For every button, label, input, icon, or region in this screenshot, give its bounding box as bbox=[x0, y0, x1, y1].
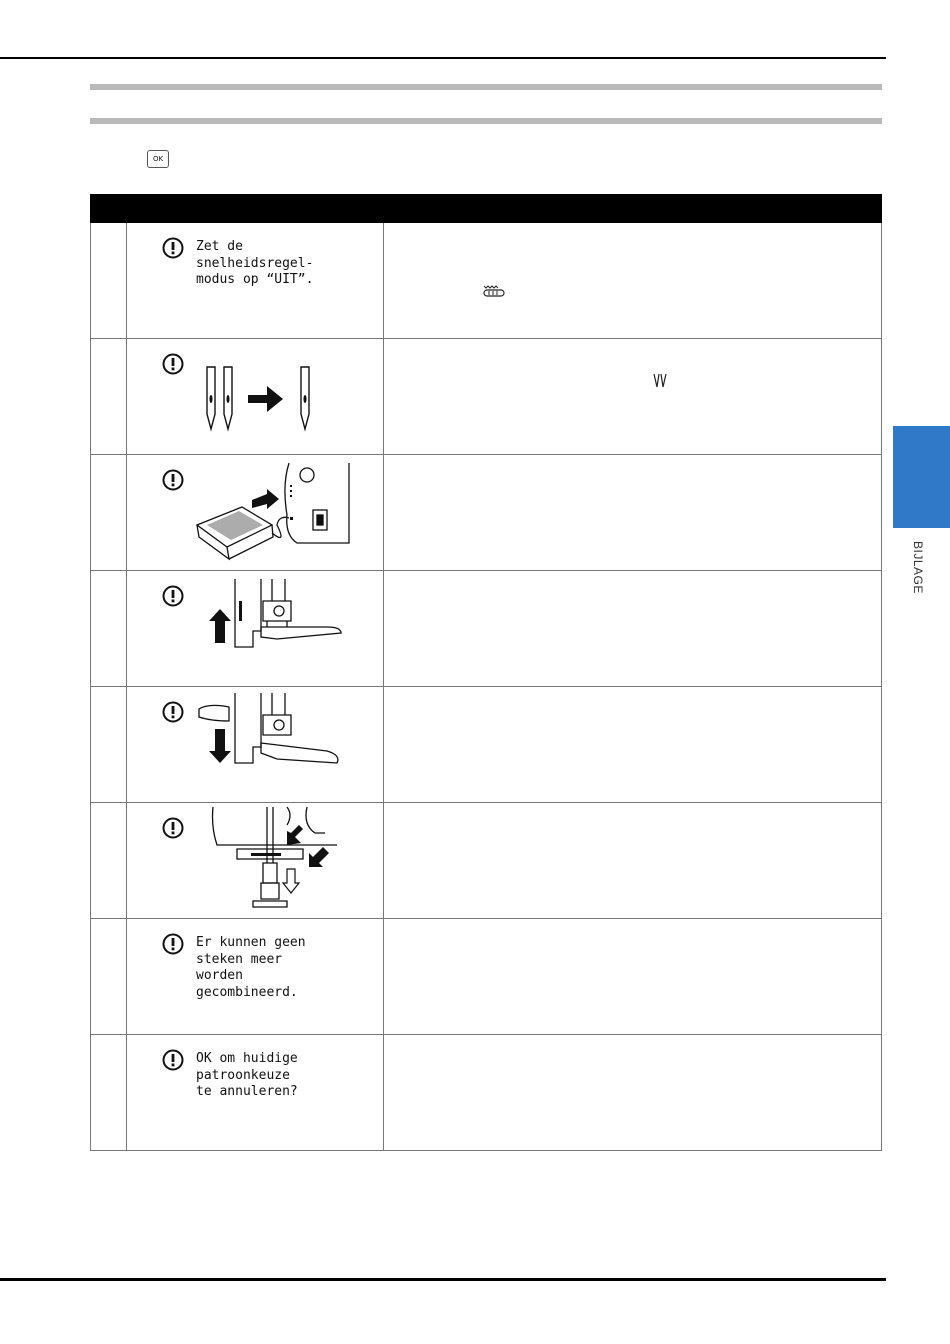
buttonhole-lever-down-illustration bbox=[127, 803, 384, 918]
lcd-message-cell bbox=[127, 223, 384, 339]
lcd-message-cell bbox=[127, 1035, 384, 1151]
twin-needle-icon bbox=[653, 373, 667, 389]
cause-cell bbox=[384, 339, 882, 455]
row-number-cell bbox=[91, 223, 127, 339]
cause-cell bbox=[384, 571, 882, 687]
row-number-cell bbox=[91, 919, 127, 1035]
row-number-cell bbox=[91, 571, 127, 687]
lcd-message-cell bbox=[127, 803, 384, 919]
lcd-message-cell bbox=[127, 339, 384, 455]
lcd-message-cell bbox=[127, 687, 384, 803]
table-row bbox=[91, 223, 882, 339]
table-header bbox=[91, 195, 882, 223]
row-number-cell bbox=[91, 803, 127, 919]
header-cell-cause bbox=[384, 195, 882, 223]
warning-icon bbox=[162, 933, 184, 955]
cause-cell bbox=[384, 223, 882, 339]
cause-cell bbox=[384, 687, 882, 803]
header-cell-message bbox=[127, 195, 384, 223]
cause-cell bbox=[384, 919, 882, 1035]
cause-cell bbox=[384, 455, 882, 571]
ok-key-icon: OK bbox=[147, 150, 169, 168]
lcd-message-text: OK om huidige patroonkeuze te annuleren? bbox=[196, 1051, 298, 1099]
lcd-message-text: Er kunnen geen steken meer worden gecombineerd. bbox=[196, 935, 306, 1000]
chapter-label: BIJLAGE bbox=[911, 541, 925, 594]
lcd-message-text: Zet de snelheidsregel- modus op “UIT”. bbox=[196, 239, 314, 287]
speed-control-icon bbox=[482, 283, 506, 297]
error-message-table bbox=[90, 194, 882, 1151]
table-row bbox=[91, 919, 882, 1035]
foot-controller-unplug-illustration bbox=[127, 455, 384, 570]
row-number-cell bbox=[91, 1035, 127, 1151]
row-number-cell bbox=[91, 687, 127, 803]
cause-cell bbox=[384, 1035, 882, 1151]
row-number-cell bbox=[91, 455, 127, 571]
table-row bbox=[91, 455, 882, 571]
table-row bbox=[91, 803, 882, 919]
lcd-message-cell bbox=[127, 571, 384, 687]
table-row bbox=[91, 571, 882, 687]
lcd-message-cell bbox=[127, 919, 384, 1035]
table-row bbox=[91, 1035, 882, 1151]
bottom-rule bbox=[0, 1278, 886, 1281]
section-band-top bbox=[90, 84, 882, 90]
table-row bbox=[91, 339, 882, 455]
section-band-bottom bbox=[90, 118, 882, 124]
warning-icon bbox=[162, 1049, 184, 1071]
presser-foot-lever-down-illustration bbox=[127, 687, 384, 802]
table-row bbox=[91, 687, 882, 803]
warning-icon bbox=[162, 237, 184, 259]
chapter-tab bbox=[893, 426, 950, 528]
lcd-message-cell bbox=[127, 455, 384, 571]
twin-needle-to-single-needle-illustration bbox=[127, 339, 384, 454]
row-number-cell bbox=[91, 339, 127, 455]
cause-cell bbox=[384, 803, 882, 919]
header-cell-number bbox=[91, 195, 127, 223]
top-rule bbox=[0, 57, 886, 59]
presser-foot-lever-up-illustration bbox=[127, 571, 384, 686]
